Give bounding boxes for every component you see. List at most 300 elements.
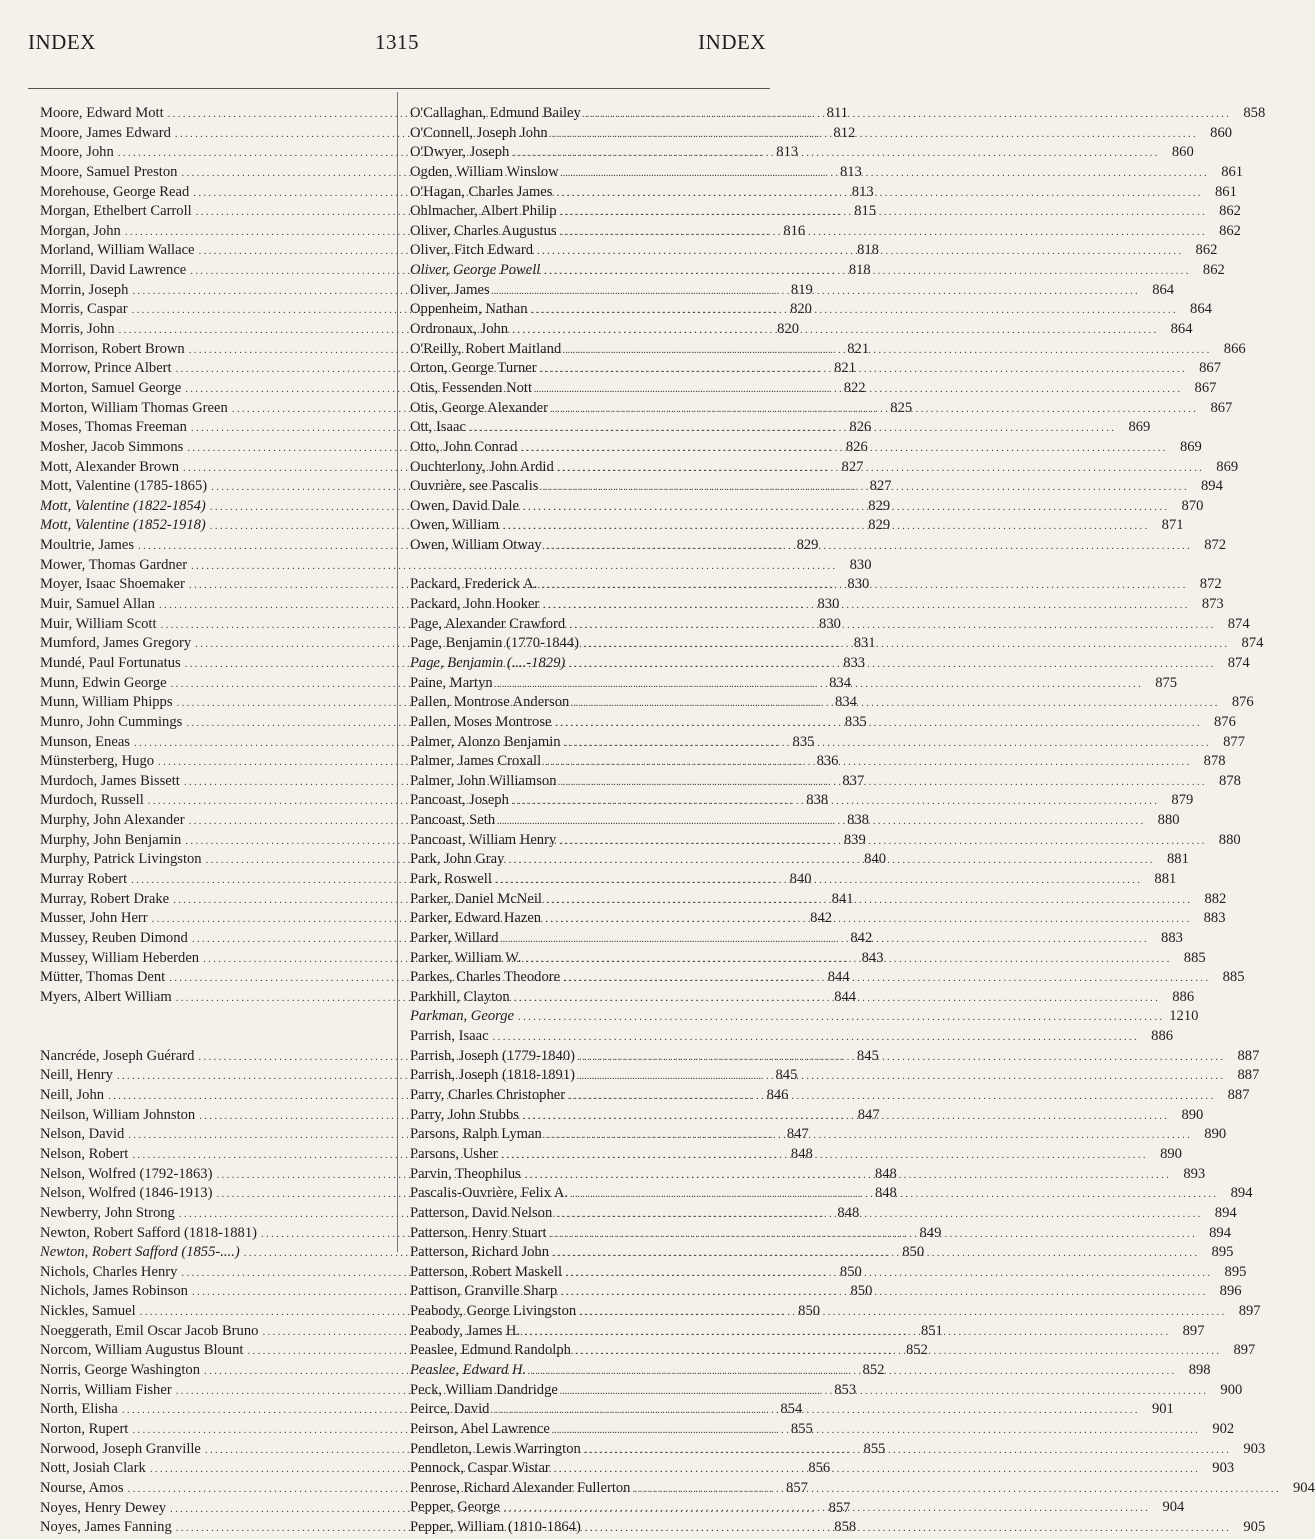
- entry-name: O'Hagan, Charles James: [410, 183, 553, 200]
- entry-page: 862: [1219, 222, 1241, 239]
- entry-page: 830: [849, 556, 872, 573]
- entry-name: Morrow, Prince Albert: [40, 360, 172, 377]
- entry-page: 850: [850, 1283, 873, 1300]
- entry-name: Patterson, David Nelson: [410, 1204, 553, 1221]
- entry-name: Muir, Samuel Allan: [40, 596, 155, 613]
- entry-name: Mott, Valentine (1852-1918): [40, 517, 206, 534]
- dot-leader: [543, 596, 1189, 616]
- entry-page: 830: [819, 615, 841, 632]
- entry-page: 829: [796, 537, 819, 554]
- entry-page: 840: [789, 870, 812, 887]
- entry-name: Ouvrière, see Pascalis: [410, 478, 539, 495]
- dot-leader: [545, 910, 1191, 930]
- entry-name: Ohlmacher, Albert Philip: [410, 203, 557, 220]
- entry-name: Oliver, Fitch Edward: [410, 242, 534, 259]
- dot-leader: [583, 635, 1229, 655]
- entry-name: Parker, Willard: [410, 929, 499, 946]
- entry-page: 840: [864, 851, 887, 868]
- entry-name: Neilson, William Johnston: [40, 1106, 196, 1123]
- entry-page: 867: [1199, 360, 1222, 377]
- entry-name: Pallen, Moses Montrose: [410, 713, 552, 730]
- dot-leader: [561, 203, 1207, 223]
- entry-page: 862: [1219, 203, 1241, 220]
- dot-leader: [537, 242, 1183, 262]
- entry-name: Pancoast, Joseph: [410, 792, 509, 809]
- dot-leader: [564, 969, 1210, 989]
- entry-name: Penrose, Richard Alexander Fullerton: [410, 1479, 631, 1496]
- entry-name: Pallen, Montrose Anderson: [410, 694, 570, 711]
- entry-name: Mott, Valentine (1785-1865): [40, 478, 208, 495]
- entry-name: Parvin, Theophilus: [410, 1165, 521, 1182]
- dot-leader: [504, 1499, 1150, 1519]
- entry-name: Parrish, Joseph (1779-1840): [410, 1047, 575, 1064]
- dot-leader: [552, 400, 1198, 420]
- entry-name: Murphy, John Alexander: [40, 812, 185, 829]
- entry-name: Mower, Thomas Gardner: [40, 556, 188, 573]
- entry-name: Morton, Samuel George: [40, 379, 182, 396]
- entry-name: Nelson, David: [40, 1126, 125, 1143]
- entry-page: 820: [777, 321, 799, 338]
- entry-page: 903: [1212, 1460, 1235, 1477]
- entry-page: 902: [1212, 1420, 1235, 1437]
- entry-name: O'Dwyer, Joseph: [410, 144, 510, 161]
- entry-name: Page, Benjamin (1770-1844): [410, 635, 580, 652]
- entry-page: 830: [847, 576, 870, 593]
- entry-page: 870: [1181, 497, 1204, 514]
- entry-name: Pepper, William (1810-1864): [410, 1519, 581, 1536]
- entry-page: 818: [857, 242, 879, 259]
- entry-name: Moore, Samuel Preston: [40, 163, 178, 180]
- entry-page: 883: [1161, 929, 1183, 946]
- entry-page: 838: [806, 792, 829, 809]
- dot-leader: [542, 478, 1188, 498]
- entry-page: 844: [827, 969, 850, 986]
- entry-name: Mussey, William Heberden: [40, 949, 200, 966]
- entry-page: 887: [1227, 1087, 1250, 1104]
- entry-page: 827: [869, 478, 892, 495]
- entry-name: Murphy, Patrick Livingston: [40, 851, 202, 868]
- entry-page: 867: [1210, 399, 1233, 416]
- entry-name: Oliver, Charles Augustus: [410, 222, 557, 239]
- entry-page: 844: [834, 988, 857, 1005]
- entry-page: 848: [837, 1204, 860, 1221]
- entry-name: Murphy, John Benjamin: [40, 831, 182, 848]
- entry-name: Mundé, Paul Fortunatus: [40, 654, 181, 671]
- dot-leader: [521, 439, 1167, 459]
- entry-name: Otto, John Conrad: [410, 438, 518, 455]
- entry-name: Ouchterlony, John Ardid: [410, 458, 554, 475]
- entry-page: 874: [1241, 635, 1264, 652]
- entry-name: Pancoast, Seth: [410, 812, 496, 829]
- dot-leader: [569, 616, 1215, 636]
- index-entry: [40, 556, 872, 576]
- entry-name: Moultrie, James: [40, 537, 135, 554]
- entry-name: Peirce, David: [410, 1401, 490, 1418]
- entry-name: Otis, Fessenden Nott: [410, 379, 533, 396]
- entry-name: Peck, William Dandridge: [410, 1381, 558, 1398]
- dot-leader: [552, 125, 1198, 145]
- entry-page: 869: [1216, 458, 1239, 475]
- entry-page: 830: [817, 596, 840, 613]
- dot-leader: [585, 1441, 1231, 1461]
- entry-page: 882: [1204, 890, 1227, 907]
- entry-name: Parkman, George: [410, 1008, 515, 1025]
- entry-page: 867: [1194, 379, 1217, 396]
- entry-page: 890: [1160, 1145, 1182, 1162]
- entry-page: 894: [1214, 1204, 1237, 1221]
- entry-name: Muir, William Scott: [40, 615, 157, 632]
- entry-page: 885: [1183, 949, 1206, 966]
- entry-page: 897: [1238, 1303, 1261, 1320]
- entry-name: Morehouse, George Read: [40, 183, 190, 200]
- entry-name: Norris, William Fisher: [40, 1381, 172, 1398]
- dot-leader: [525, 950, 1171, 970]
- dot-leader: [569, 1087, 1215, 1107]
- entry-page: 852: [862, 1362, 885, 1379]
- entry-name: Pendleton, Lewis Warrington: [410, 1440, 581, 1457]
- entry-page: 857: [786, 1479, 808, 1496]
- entry-name: Münsterberg, Hugo: [40, 753, 155, 770]
- entry-page: 850: [839, 1263, 862, 1280]
- entry-page: 864: [1190, 301, 1212, 318]
- entry-page: 895: [1211, 1244, 1234, 1261]
- entry-name: O'Reilly, Robert Maitland: [410, 340, 562, 357]
- entry-name: Norcom, William Augustus Blount: [40, 1342, 244, 1359]
- entry-page: 838: [847, 812, 869, 829]
- entry-page: 827: [841, 458, 864, 475]
- entry-name: Murdoch, James Bissett: [40, 772, 180, 789]
- entry-name: Pancoast, William Henry: [410, 831, 557, 848]
- entry-page: 847: [786, 1126, 809, 1143]
- entry-page: 846: [766, 1087, 789, 1104]
- entry-name: Mosher, Jacob Simmons: [40, 438, 184, 455]
- entry-name: Park, John Gray: [410, 851, 505, 868]
- dot-leader: [573, 694, 1219, 714]
- dot-leader: [554, 1460, 1200, 1480]
- dot-leader: [532, 301, 1178, 321]
- dot-leader: [565, 341, 1211, 361]
- entry-page: 848: [874, 1185, 897, 1202]
- entry-name: Nelson, Robert: [40, 1145, 129, 1162]
- entry-name: Orton, George Turner: [410, 360, 537, 377]
- entry-name: Noeggerath, Emil Oscar Jacob Bruno: [40, 1322, 259, 1339]
- dot-leader: [545, 753, 1191, 773]
- entry-page: 873: [1201, 596, 1224, 613]
- entry-page: 833: [843, 654, 866, 671]
- entry-name: Park, Roswell: [410, 870, 492, 887]
- entry-name: Mütter, Thomas Dent: [40, 969, 166, 986]
- entry-name: Nichols, James Robinson: [40, 1283, 188, 1300]
- entry-page: 812: [833, 124, 856, 141]
- entry-page: 839: [843, 831, 866, 848]
- entry-name: Mott, Valentine (1822-1854): [40, 497, 206, 514]
- entry-name: Palmer, James Croxall: [410, 753, 542, 770]
- entry-page: 866: [1223, 340, 1246, 357]
- entry-page: 864: [1170, 321, 1193, 338]
- entry-name: Munn, Edwin George: [40, 674, 167, 691]
- entry-page: 850: [798, 1303, 821, 1320]
- entry-name: Patterson, Robert Maskell: [410, 1263, 562, 1280]
- entry-page: 813: [839, 163, 862, 180]
- entry-name: Norris, George Washington: [40, 1362, 201, 1379]
- dot-leader: [536, 380, 1182, 400]
- entry-name: Parker, Daniel McNeil: [410, 890, 542, 907]
- entry-page: 829: [868, 497, 891, 514]
- dot-leader: [502, 1146, 1148, 1166]
- page-number: 1315: [375, 30, 419, 54]
- entry-name: Oliver, George Powell: [410, 262, 541, 279]
- entry-page: 836: [816, 753, 839, 770]
- entry-page: 879: [1171, 792, 1194, 809]
- entry-page: 813: [776, 144, 799, 161]
- entry-page: 894: [1230, 1185, 1253, 1202]
- dot-leader: [585, 105, 1231, 125]
- dot-leader: [565, 734, 1211, 754]
- entry-page: 852: [905, 1342, 928, 1359]
- entry-name: Nickles, Samuel: [40, 1303, 136, 1320]
- entry-name: Neill, John: [40, 1087, 105, 1104]
- dot-leader: [556, 1205, 1202, 1225]
- entry-name: Newberry, John Strong: [40, 1204, 175, 1221]
- entry-page: 895: [1224, 1263, 1247, 1280]
- entry-name: Mumford, James Gregory: [40, 635, 192, 652]
- entry-name: Murdoch, Russell: [40, 792, 144, 809]
- entry-page: 834: [835, 694, 857, 711]
- entry-page: 860: [1171, 144, 1194, 161]
- entry-name: Pattison, Granville Sharp: [410, 1283, 558, 1300]
- entry-name: Page, Benjamin (....-1829): [410, 654, 566, 671]
- entry-name: Moses, Thomas Freeman: [40, 419, 187, 436]
- entry-page: 860: [1210, 124, 1233, 141]
- entry-name: Morland, William Wallace: [40, 242, 195, 259]
- entry-page: 857: [828, 1499, 851, 1516]
- entry-name: Norwood, Joseph Granville: [40, 1440, 201, 1457]
- entry-page: 881: [1166, 851, 1189, 868]
- entry-page: 874: [1227, 615, 1250, 632]
- entry-name: Nancréde, Joseph Guérard: [40, 1047, 195, 1064]
- entry-name: Palmer, John Williamson: [410, 772, 557, 789]
- entry-page: 842: [810, 910, 833, 927]
- entry-page: 841: [831, 890, 854, 907]
- entry-page: 875: [1155, 674, 1178, 691]
- entry-name: Peaslee, Edward H.: [410, 1362, 527, 1378]
- entry-name: Pennock, Caspar Wistar: [410, 1460, 550, 1477]
- dot-leader: [562, 1382, 1208, 1402]
- entry-name: Peabody, James H.: [410, 1322, 521, 1339]
- entry-name: O'Callaghan, Edmund Bailey: [410, 105, 581, 121]
- entry-page: 853: [834, 1381, 857, 1398]
- entry-page: 842: [850, 929, 873, 946]
- entry-name: Ordronaux, John: [410, 321, 509, 338]
- entry-name: Ott, Isaac: [410, 419, 466, 436]
- entry-name: Parsons, Ralph Lyman: [410, 1126, 542, 1143]
- entry-page: 822: [843, 379, 866, 396]
- dot-leader: [497, 675, 1143, 695]
- entry-page: 831: [853, 635, 876, 652]
- entry-name: Pascalis-Ouvrière, Felix A.: [410, 1185, 569, 1202]
- entry-name: Moore, John: [40, 144, 114, 161]
- entry-name: Palmer, Alonzo Benjamin: [410, 733, 561, 750]
- entry-page: 869: [1179, 438, 1202, 455]
- dot-leader: [561, 773, 1207, 793]
- entry-page: 886: [1172, 988, 1195, 1005]
- dot-leader: [579, 1048, 1225, 1068]
- dot-leader: [556, 184, 1202, 204]
- entry-page: 869: [1128, 419, 1151, 436]
- dot-leader: [561, 1283, 1207, 1303]
- dot-leader: [560, 832, 1206, 852]
- entry-page: 881: [1154, 870, 1177, 887]
- entry-page: 826: [845, 438, 868, 455]
- entry-page: 878: [1203, 753, 1226, 770]
- dot-leader: [518, 1008, 1164, 1028]
- entry-page: 903: [1243, 1440, 1266, 1457]
- entry-page: 849: [919, 1224, 942, 1241]
- entry-page: 848: [874, 1165, 897, 1182]
- entry-page: 815: [854, 203, 877, 220]
- entry-name: Owen, William Otway: [410, 537, 542, 554]
- entry-name: Peabody, George Livingston: [410, 1303, 577, 1320]
- entry-name: Parker, Edward Hazen: [410, 910, 542, 927]
- entry-page: 880: [1157, 812, 1180, 829]
- entry-name: Nelson, Wolfred (1792-1863): [40, 1165, 213, 1182]
- entry-page: 890: [1181, 1106, 1204, 1123]
- entry-page: 886: [1151, 1028, 1174, 1045]
- entry-name: Munson, Eneas: [40, 733, 130, 750]
- dot-leader: [579, 1067, 1225, 1087]
- entry-name: Oppenheim, Nathan: [410, 301, 528, 318]
- dot-leader: [555, 714, 1201, 734]
- entry-name: Munro, John Cummings: [40, 713, 183, 730]
- entry-page: 877: [1223, 733, 1246, 750]
- entry-page: 874: [1227, 654, 1250, 671]
- entry-page: 887: [1237, 1067, 1260, 1084]
- entry-name: Page, Alexander Crawford: [410, 615, 566, 632]
- entry-page: 855: [863, 1440, 886, 1457]
- entry-name: Morrison, Robert Brown: [40, 340, 185, 357]
- entry-name: Owen, David Dale: [410, 497, 520, 514]
- entry-page: 843: [861, 949, 884, 966]
- entry-name: Noyes, James Fanning: [40, 1519, 172, 1536]
- entry-name: Packard, John Hooker: [410, 596, 540, 613]
- entry-name: Noyes, Henry Dewey: [40, 1499, 167, 1516]
- dot-leader: [541, 576, 1187, 596]
- dot-leader: [558, 459, 1204, 479]
- entry-page: 845: [856, 1047, 879, 1064]
- entry-page: 872: [1199, 576, 1222, 593]
- entry-page: 854: [780, 1401, 803, 1418]
- dot-leader: [523, 498, 1169, 518]
- entry-page: 905: [1243, 1519, 1266, 1536]
- header-right: INDEX: [698, 30, 766, 54]
- entry-page: 813: [851, 183, 874, 200]
- entry-page: 864: [1152, 281, 1175, 298]
- header-left: INDEX: [28, 30, 96, 54]
- dot-leader: [496, 871, 1142, 891]
- dot-leader: [546, 537, 1192, 557]
- entry-name: Parkes, Charles Theodore: [410, 969, 561, 986]
- entry-name: Moore, James Edward: [40, 124, 171, 141]
- entry-page: 848: [790, 1145, 813, 1162]
- entry-page: 818: [848, 262, 871, 279]
- dot-leader: [575, 1342, 1221, 1362]
- dot-leader: [513, 144, 1159, 164]
- entry-name: Pepper, George: [410, 1499, 500, 1516]
- entry-page: 871: [1161, 517, 1184, 534]
- entry-name: O'Connell, Joseph John: [410, 124, 548, 141]
- entry-page: 897: [1233, 1342, 1256, 1359]
- entry-name: Patterson, Richard John: [410, 1244, 550, 1261]
- entry-page: 872: [1204, 537, 1227, 554]
- dot-leader: [546, 1126, 1192, 1146]
- entry-name: Paine, Martyn: [410, 674, 493, 691]
- entry-page: 897: [1182, 1322, 1205, 1339]
- entry-name: Mott, Alexander Brown: [40, 458, 180, 475]
- entry-page: 835: [844, 713, 867, 730]
- entry-page: 821: [847, 340, 870, 357]
- entry-page: 826: [849, 419, 872, 436]
- entry-page: 878: [1219, 772, 1241, 789]
- entry-page: 894: [1200, 478, 1223, 495]
- dot-leader: [514, 989, 1160, 1009]
- entry-page: 876: [1214, 713, 1236, 730]
- entry-page: 856: [808, 1460, 831, 1477]
- dot-leader: [569, 655, 1215, 675]
- entry-page: 880: [1218, 831, 1241, 848]
- entry-page: 862: [1195, 242, 1218, 259]
- header-rule: [28, 88, 770, 89]
- entry-name: Ogden, William Winslow: [410, 163, 559, 180]
- entry-name: Newton, Robert Safford (1855-....): [40, 1244, 240, 1261]
- entry-page: 858: [834, 1519, 857, 1536]
- entry-name: Nott, Josiah Clark: [40, 1460, 146, 1477]
- entry-page: 904: [1293, 1479, 1315, 1496]
- entry-name: Parker, William W.: [410, 949, 522, 966]
- entry-page: 845: [775, 1067, 798, 1084]
- entry-page: 811: [826, 105, 849, 121]
- dot-leader: [546, 891, 1192, 911]
- dot-leader: [553, 1244, 1199, 1264]
- dot-leader: [634, 1480, 1280, 1500]
- entry-page: 885: [1222, 969, 1245, 986]
- entry-name: Morrill, David Lawrence: [40, 262, 187, 279]
- entry-name: Morton, William Thomas Green: [40, 399, 228, 416]
- entry-page: 898: [1188, 1362, 1211, 1378]
- entry-name: Nichols, Charles Henry: [40, 1263, 178, 1280]
- entry-name: Packard, Frederick A.: [410, 576, 538, 593]
- entry-page: 816: [783, 222, 806, 239]
- entry-page: 883: [1203, 910, 1226, 927]
- entry-name: Parkhill, Clayton: [410, 988, 510, 1005]
- dot-leader: [585, 1519, 1231, 1539]
- entry-name: North, Elisha: [40, 1401, 118, 1418]
- entry-page: 855: [790, 1420, 813, 1437]
- entry-page: 819: [790, 281, 813, 298]
- entry-page: 876: [1231, 694, 1254, 711]
- entry-page: 821: [834, 360, 856, 377]
- entry-name: Parrish, Joseph (1818-1891): [410, 1067, 575, 1084]
- entry-page: 858: [1243, 105, 1266, 121]
- entry-name: Newton, Robert Safford (1818-1881): [40, 1224, 257, 1241]
- entry-name: Morrin, Joseph: [40, 281, 129, 298]
- entry-name: Nourse, Amos: [40, 1479, 124, 1496]
- dot-leader: [508, 851, 1154, 871]
- dot-leader: [524, 1323, 1170, 1343]
- entry-name: Morgan, Ethelbert Carroll: [40, 203, 192, 220]
- entry-name: Oliver, James: [410, 281, 490, 298]
- entry-name: Patterson, Henry Stuart: [410, 1224, 547, 1241]
- entry-page: 835: [792, 733, 815, 750]
